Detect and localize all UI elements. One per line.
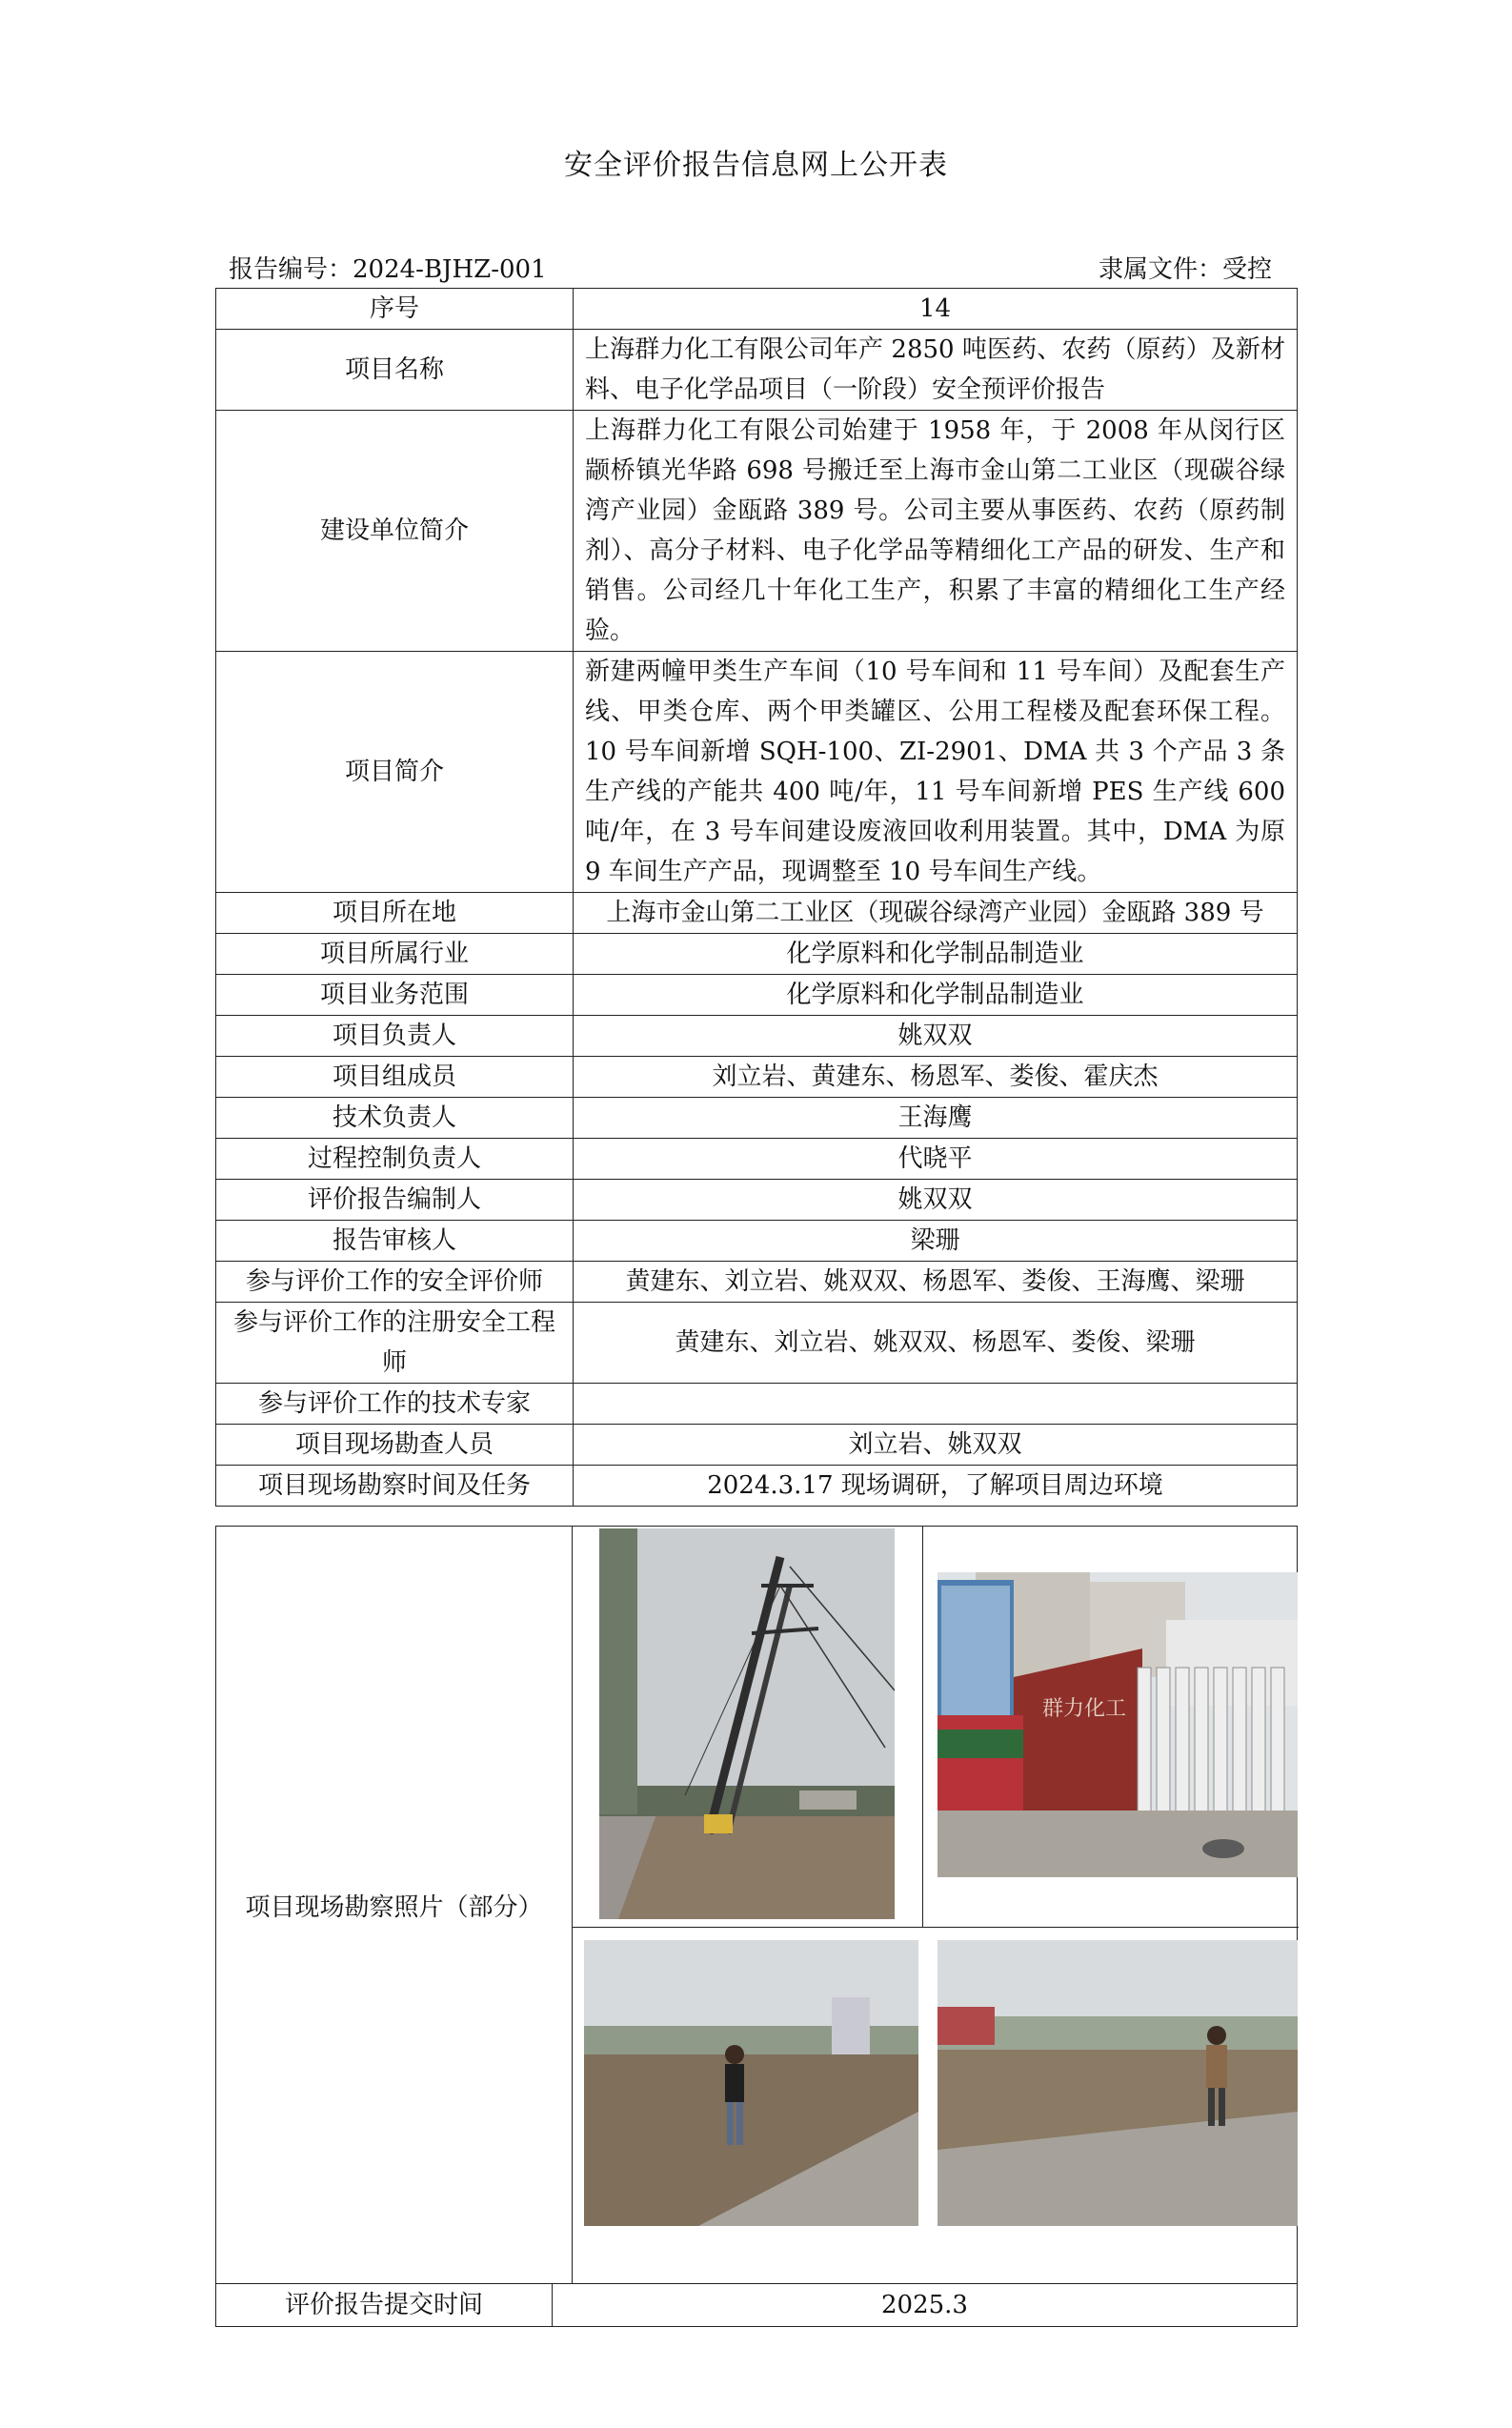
document-control: 隶属文件：受控 [1098,255,1272,284]
row-label: 项目组成员 [216,1057,574,1098]
row-label: 项目名称 [216,330,574,411]
row-value: 2025.3 [553,2284,1298,2327]
row-value: 姚双双 [574,1016,1298,1057]
submit-table [215,2283,1298,2327]
row-value: 刘立岩、姚双双 [574,1425,1298,1466]
table-row [216,1466,1298,1507]
row-label: 过程控制负责人 [216,1139,574,1180]
row-value: 代晓平 [574,1139,1298,1180]
table-row [216,411,1298,652]
sign-text: 群力化工 [1042,1697,1127,1721]
row-value: 上海群力化工有限公司始建于 1958 年，于 2008 年从闵行区颛桥镇光华路 698 号搬迁至上海市金山第二工业区（现碳谷绿湾产业园）金瓯路 389 号。公司主要从事医药、农药（原药制剂）、高分子材料、电子化学品等精细化工产品的研发、生产和销售。公司经几十年化工生产，积累了丰富的精细化工生产经验。 [574,411,1298,652]
table-row [216,1221,1298,1262]
page-title: 安全评价报告信息网上公开表 [564,149,948,182]
table-row [216,893,1298,934]
row-label: 项目现场勘察时间及任务 [216,1466,574,1507]
row-label: 项目简介 [216,652,574,893]
photo-site-survey-2 [937,1940,1298,2226]
table-row [216,1016,1298,1057]
photo-utility-pole [599,1528,895,1919]
table-row [216,1303,1298,1384]
row-label: 技术负责人 [216,1098,574,1139]
row-value: 化学原料和化学制品制造业 [574,975,1298,1016]
row-label: 参与评价工作的技术专家 [216,1384,574,1425]
report-number: 报告编号：2024-BJHZ-001 [229,255,547,284]
photo-section [215,1526,1298,2284]
row-value: 黄建东、刘立岩、姚双双、杨恩军、娄俊、梁珊 [574,1303,1298,1384]
table-row [216,1180,1298,1221]
row-value: 姚双双 [574,1180,1298,1221]
row-label: 项目所属行业 [216,934,574,975]
row-value: 上海群力化工有限公司年产 2850 吨医药、农药（原药）及新材料、电子化学品项目（一阶段）安全预评价报告 [574,330,1298,411]
row-label: 参与评价工作的注册安全工程师 [216,1303,574,1384]
photo-site-survey-1 [584,1940,918,2226]
row-label: 项目现场勘查人员 [216,1425,574,1466]
row-label: 参与评价工作的安全评价师 [216,1262,574,1303]
row-value: 14 [574,289,1298,330]
row-value: 2024.3.17 现场调研，了解项目周边环境 [574,1466,1298,1507]
table-row [216,1262,1298,1303]
row-value: 黄建东、刘立岩、姚双双、杨恩军、娄俊、王海鹰、梁珊 [574,1262,1298,1303]
row-label: 报告审核人 [216,1221,574,1262]
photo-factory-gate [937,1572,1298,1877]
row-value: 化学原料和化学制品制造业 [574,934,1298,975]
row-value: 刘立岩、黄建东、杨恩军、娄俊、霍庆杰 [574,1057,1298,1098]
table-row [216,1057,1298,1098]
table-row [216,1384,1298,1425]
row-value: 王海鹰 [574,1098,1298,1139]
row-value: 梁珊 [574,1221,1298,1262]
row-value [574,1384,1298,1425]
table-row [216,1098,1298,1139]
row-label: 项目负责人 [216,1016,574,1057]
table-row [216,330,1298,411]
row-label: 评价报告编制人 [216,1180,574,1221]
table-row [216,975,1298,1016]
row-label: 序号 [216,289,574,330]
info-table [215,288,1298,1507]
divider [922,1527,923,1927]
table-row [216,1139,1298,1180]
table-row [216,289,1298,330]
table-row [216,2284,1298,2327]
table-row [216,934,1298,975]
row-label: 项目所在地 [216,893,574,934]
divider [572,1927,1299,1928]
row-label: 评价报告提交时间 [216,2284,553,2327]
row-value: 上海市金山第二工业区（现碳谷绿湾产业园）金瓯路 389 号 [574,893,1298,934]
row-label: 项目业务范围 [216,975,574,1016]
photos-label: 项目现场勘察照片（部分） [216,1527,573,2283]
row-value: 新建两幢甲类生产车间（10 号车间和 11 号车间）及配套生产线、甲类仓库、两个甲类罐区、公用工程楼及配套环保工程。10 号车间新增 SQH-100、ZI-2901、DMA 共 3 个产品 3 条生产线的产能共 400 吨/年，11 号车间新增 PES 生产线 600 吨/年，在 3 号车间建设废液回收利用装置。其中，DMA 为原 9 车间生产产品，现调整至 10 号车间生产线。 [574,652,1298,893]
row-label: 建设单位简介 [216,411,574,652]
table-row [216,652,1298,893]
table-row [216,1425,1298,1466]
